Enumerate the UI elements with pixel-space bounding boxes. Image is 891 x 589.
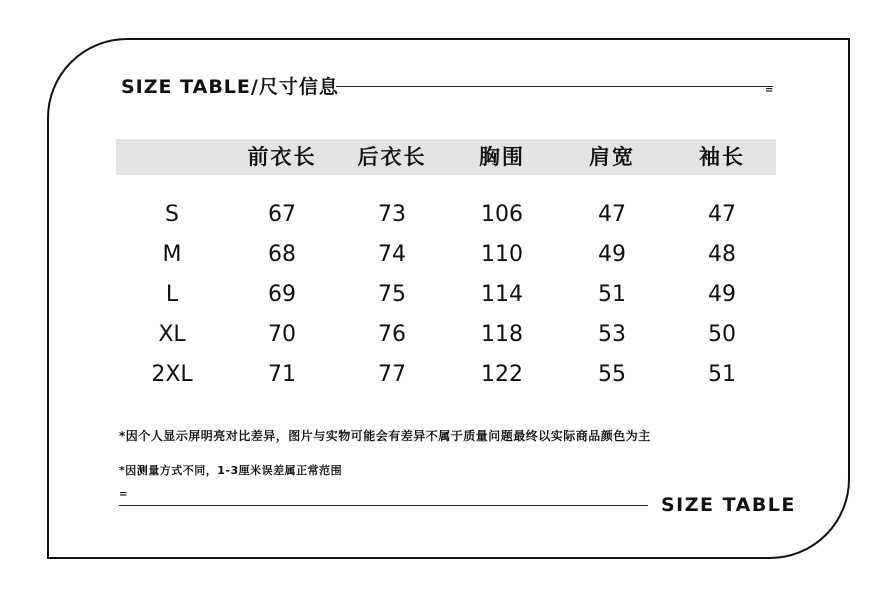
column-header: 胸围 bbox=[479, 145, 525, 169]
measurement-cell: 77 bbox=[378, 362, 406, 387]
measurement-cell: 48 bbox=[708, 242, 736, 267]
column-header: 袖长 bbox=[699, 145, 745, 169]
measurement-cell: 49 bbox=[708, 282, 736, 307]
measurement-cell: 70 bbox=[268, 322, 296, 347]
corner-mark-top: = bbox=[765, 85, 774, 96]
measurement-cell: 110 bbox=[481, 242, 523, 267]
measurement-cell: 73 bbox=[378, 202, 406, 227]
column-header: 肩宽 bbox=[589, 145, 635, 169]
size-label: XL bbox=[158, 322, 186, 347]
size-label: L bbox=[165, 282, 179, 307]
corner-mark-bottom: = bbox=[119, 489, 128, 500]
measurement-cell: 67 bbox=[268, 202, 296, 227]
title-divider bbox=[336, 86, 773, 87]
measurement-cell: 71 bbox=[268, 362, 296, 387]
measurement-cell: 75 bbox=[378, 282, 406, 307]
measurement-cell: 69 bbox=[268, 282, 296, 307]
measurement-cell: 47 bbox=[598, 202, 626, 227]
measurement-cell: 74 bbox=[378, 242, 406, 267]
footer-label: SIZE TABLE bbox=[661, 494, 796, 516]
measurement-cell: 122 bbox=[481, 362, 523, 387]
measurement-cell: 55 bbox=[598, 362, 626, 387]
measurement-cell: 51 bbox=[708, 362, 736, 387]
measurement-cell: 53 bbox=[598, 322, 626, 347]
size-table-title: SIZE TABLE/尺寸信息 bbox=[121, 76, 339, 98]
measurement-cell: 118 bbox=[481, 322, 523, 347]
measurement-cell: 47 bbox=[708, 202, 736, 227]
column-header: 前衣长 bbox=[247, 145, 317, 169]
column-header: 后衣长 bbox=[357, 145, 427, 169]
measurement-cell: 51 bbox=[598, 282, 626, 307]
note-measurement-tolerance: *因测量方式不同，1-3厘米误差属正常范围 bbox=[119, 464, 343, 477]
note-display-difference: *因个人显示屏明亮对比差异，图片与实物可能会有差异不属于质量问题最终以实际商品颜色为主 bbox=[119, 429, 651, 443]
size-label: 2XL bbox=[151, 362, 193, 387]
measurement-cell: 68 bbox=[268, 242, 296, 267]
measurement-cell: 50 bbox=[708, 322, 736, 347]
measurement-cell: 106 bbox=[481, 202, 523, 227]
measurement-cell: 49 bbox=[598, 242, 626, 267]
measurement-cell: 114 bbox=[481, 282, 523, 307]
size-label: M bbox=[162, 242, 182, 267]
footer-divider bbox=[119, 505, 648, 506]
size-label: S bbox=[165, 202, 179, 227]
measurement-cell: 76 bbox=[378, 322, 406, 347]
